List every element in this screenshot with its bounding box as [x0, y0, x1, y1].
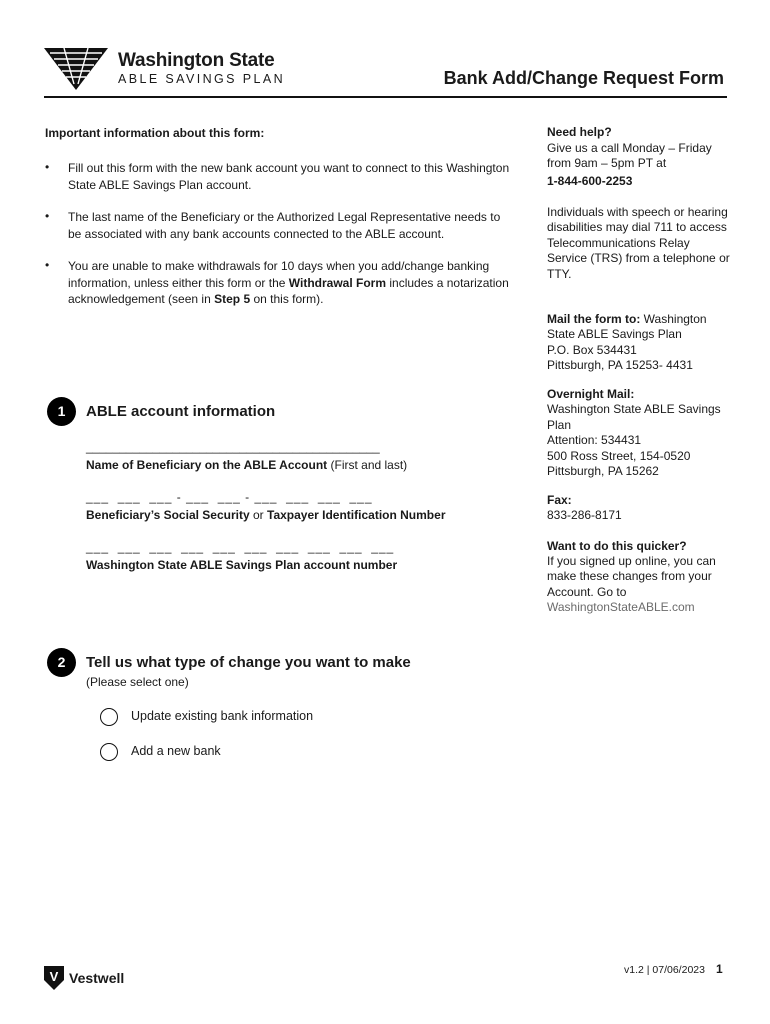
- tty-info: Individuals with speech or hearing disabilities may dial 711 to access Telecommunications Relay Service (TRS) from a telephone or TTY.: [547, 205, 730, 281]
- quick-text: If you signed up online, you can make these changes from your Account. Go to: [547, 554, 716, 599]
- intro-bullet-3: [68, 258, 513, 308]
- step-1-title: ABLE account information: [86, 403, 276, 420]
- fax-heading: Fax:: [547, 493, 572, 507]
- step-1-badge: 1: [47, 397, 76, 426]
- bullet-dot: •: [45, 160, 50, 174]
- vestwell-shield-icon: [44, 966, 64, 990]
- mail-line-2: P.O. Box 534431: [547, 342, 637, 357]
- version-label: v1.2 | 07/06/2023: [624, 964, 705, 976]
- update-bank-label: Update existing bank information: [131, 709, 314, 723]
- vestwell-brand: Vestwell: [69, 970, 125, 986]
- logo-subtitle: ABLE SAVINGS PLAN: [118, 72, 286, 86]
- beneficiary-name-label-bold: Name of Beneficiary on the ABLE Account: [86, 458, 328, 472]
- help-text: Give us a call Monday – Friday from 9am – 5pm PT at: [547, 141, 712, 171]
- step-2-title: Tell us what type of change you want to make: [86, 654, 411, 671]
- header-divider: [44, 96, 727, 98]
- intro-heading: Important information about this form:: [45, 126, 265, 140]
- ssn-label: [86, 508, 445, 522]
- help-heading: Need help?: [547, 125, 612, 139]
- bullet-dot: •: [45, 209, 50, 223]
- add-bank-label: Add a new bank: [131, 744, 221, 758]
- step5-ref: Step 5: [214, 292, 251, 306]
- help-phone[interactable]: 1-844-600-2253: [547, 174, 633, 188]
- overnight-heading: Overnight Mail:: [547, 387, 635, 401]
- overnight-address: [547, 387, 732, 479]
- logo-mark-icon: [44, 44, 108, 90]
- overnight-line-3: 500 Ross Street, 154-0520: [547, 448, 691, 463]
- update-bank-radio[interactable]: [100, 708, 118, 726]
- ssn-label-part-a: Beneficiary’s Social Security: [86, 508, 250, 522]
- beneficiary-name-label-hint: (First and last): [330, 458, 408, 472]
- mail-address: [547, 312, 732, 374]
- form-title: Bank Add/Change Request Form: [443, 68, 724, 88]
- beneficiary-name-field[interactable]: ____________________________________________: [86, 440, 380, 454]
- ssn-label-part-b: Taxpayer Identification Number: [267, 508, 446, 522]
- account-number-field[interactable]: ___ ___ ___ ___ ___ ___ ___ ___ ___ ___: [86, 540, 395, 554]
- logo-title: Washington State: [118, 50, 275, 71]
- vestwell-icon-letter: V: [49, 969, 59, 984]
- bullet3-part-a: You are unable to make withdrawals for 10 days when you add/change banking information, unless either this form or the: [68, 259, 490, 290]
- quick-heading: Want to do this quicker?: [547, 539, 687, 553]
- intro-bullet-2: The last name of the Beneficiary or the Authorized Legal Representative needs to be associated with any bank accounts connected to the ABLE account.: [68, 210, 501, 241]
- step-2-badge: 2: [47, 648, 76, 677]
- overnight-line-4: Pittsburgh, PA 15262: [547, 464, 659, 479]
- overnight-line-2: Attention: 534431: [547, 433, 642, 448]
- beneficiary-name-label: [86, 458, 407, 472]
- mail-line-3: Pittsburgh, PA 15253- 4431: [547, 358, 693, 373]
- step-2-subtitle: (Please select one): [86, 675, 189, 689]
- add-bank-radio[interactable]: [100, 743, 118, 761]
- overnight-line-1: Washington State ABLE Savings Plan: [547, 402, 721, 432]
- ssn-label-or: or: [252, 508, 264, 522]
- withdrawal-form-ref: Withdrawal Form: [288, 275, 387, 290]
- account-number-label: Washington State ABLE Savings Plan account number: [86, 558, 398, 572]
- fax-number: 833-286-8171: [547, 508, 622, 522]
- mail-line-1: Washington State ABLE Savings Plan: [547, 312, 707, 342]
- page-number: 1: [716, 962, 723, 976]
- website-link[interactable]: WashingtonStateABLE.com: [547, 600, 695, 614]
- mail-heading: Mail the form to:: [547, 312, 641, 326]
- intro-bullet-1: Fill out this form with the new bank account you want to connect to this Washington State ABLE Savings Plan account.: [68, 161, 510, 192]
- ssn-field[interactable]: ___ ___ ___ - ___ ___ - ___ ___ ___ ___: [86, 490, 373, 504]
- bullet3-part-e: on this form).: [253, 292, 324, 306]
- bullet3-part-c: includes a notarization acknowledgement (seen in: [68, 275, 509, 306]
- bullet-dot: •: [45, 258, 50, 272]
